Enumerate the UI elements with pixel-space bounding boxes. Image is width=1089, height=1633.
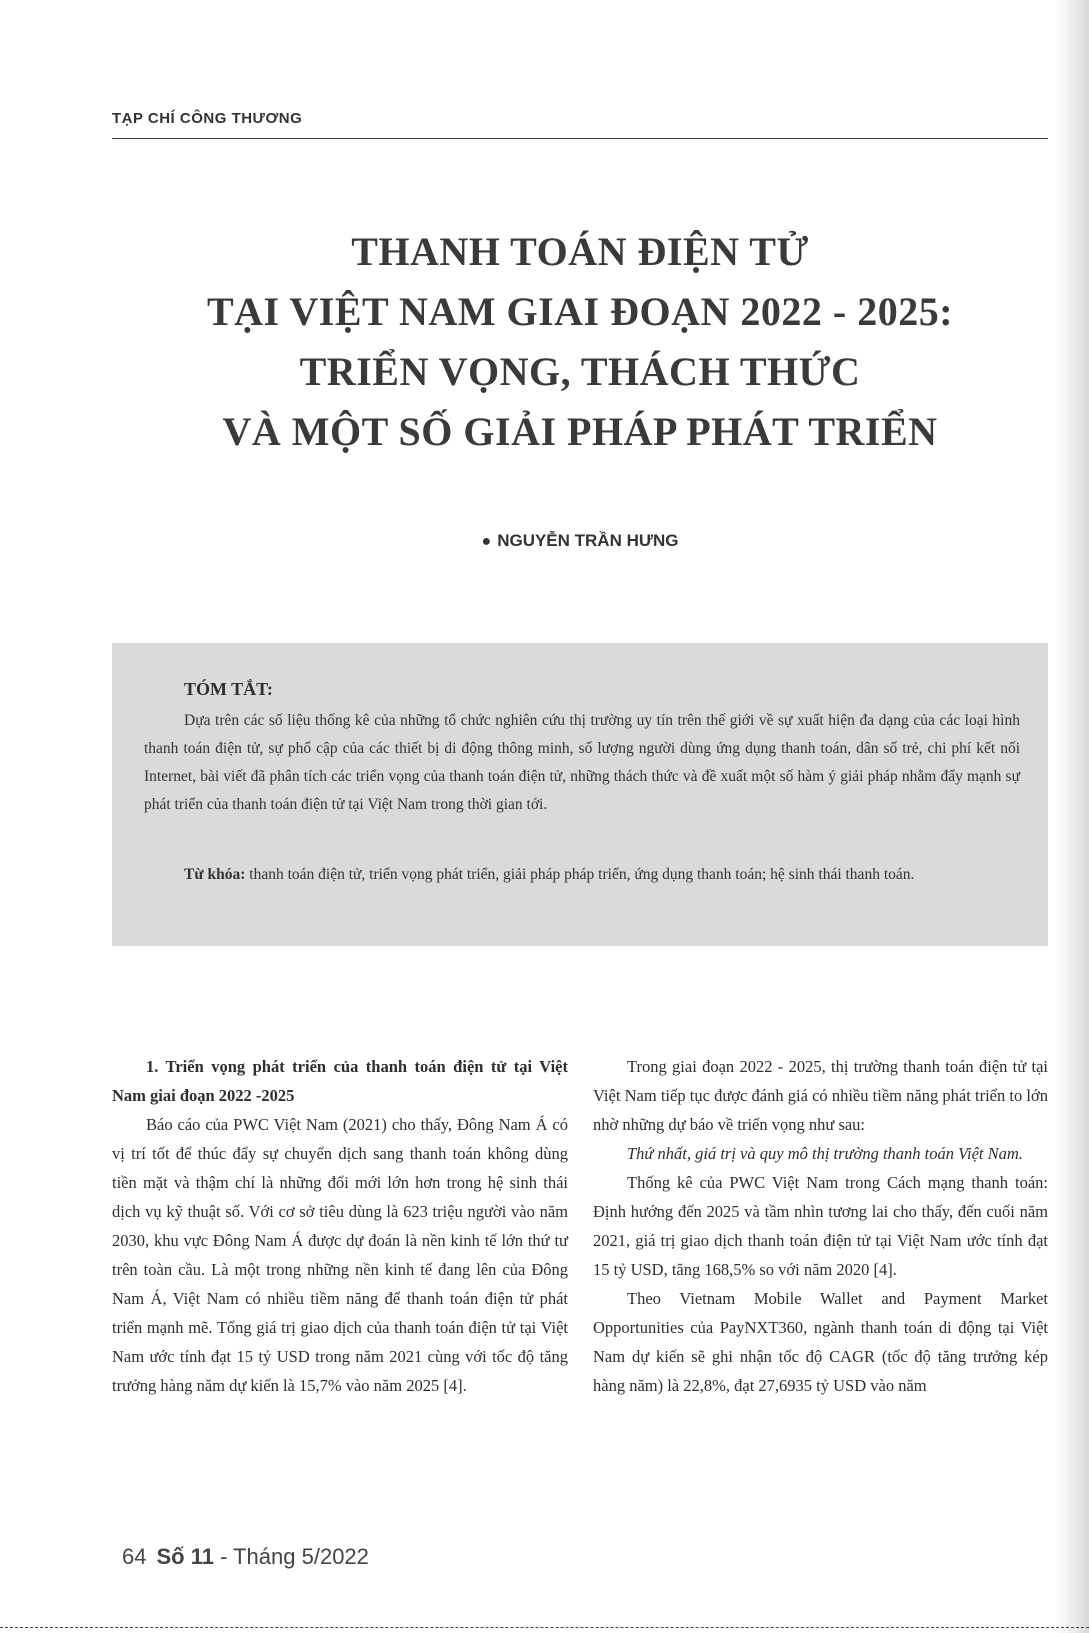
body-paragraph: Theo Vietnam Mobile Wallet and Payment Market Opportunities của PayNXT360, ngành thanh toán di động tại Việt Nam dự kiến sẽ ghi nhận tốc độ CAGR (tốc độ tăng trưởng kép hàng năm) là 22,8%, đạt 27,6935 tỷ USD vào năm [593,1289,1048,1395]
body-paragraph: Thống kê của PWC Việt Nam trong Cách mạng thanh toán: Định hướng đến 2025 và tầm nhìn tương lai cho thấy, đến cuối năm 2021, giá trị giao dịch thanh toán điện tử tại Việt Nam ước tính đạt 15 tỷ USD, tăng 168,5% so với năm 2020 [4]. [593,1173,1048,1279]
keywords-text: thanh toán điện tử, triển vọng phát triển, giải pháp pháp triển, ứng dụng thanh toán; hệ sinh thái thanh toán. [249,866,915,883]
right-column [593,1052,1048,1400]
title-line: TRIỂN VỌNG, THÁCH THỨC [299,349,861,394]
article-title [112,222,1048,462]
title-line: THANH TOÁN ĐIỆN TỬ [351,229,809,274]
section-heading: 1. Triển vọng phát triển của thanh toán điện tử tại Việt Nam giai đoạn 2022 -2025 [112,1057,568,1105]
page-edge-shadow [1055,0,1089,1633]
left-column [112,1052,568,1400]
page-number: 64 [122,1544,147,1569]
bottom-cut-line [0,1627,1089,1628]
author-name: NGUYỄN TRẦN HƯNG [497,531,679,550]
keywords [144,861,1020,889]
abstract-box [112,643,1048,946]
body-paragraph: Trong giai đoạn 2022 - 2025, thị trường thanh toán điện tử tại Việt Nam tiếp tục được đánh giá có nhiều tiềm năng phát triển to lớn nhờ những dự báo về triển vọng như sau: [593,1057,1048,1134]
title-line: VÀ MỘT SỐ GIẢI PHÁP PHÁT TRIỂN [222,409,938,454]
author-byline [112,531,1048,551]
issue-label: Số 11 [156,1544,214,1569]
abstract-heading: TÓM TẮT: [184,679,273,699]
abstract-body: Dựa trên các số liệu thống kê của những tổ chức nghiên cứu thị trường uy tín trên thế giới về sự xuất hiện đa dạng của các loại hình thanh toán điện tử, sự phổ cập của các thiết bị di động thông minh, số lượng người dùng ứng dụng thanh toán, dân số trẻ, chi phí kết nối Internet, bài viết đã phân tích các triển vọng của thanh toán điện tử, những thách thức và đề xuất một số hàm ý giải pháp nhằm đẩy mạnh sự phát triển của thanh toán điện tử tại Việt Nam trong thời gian tới. [144,712,1020,813]
subheading: Thứ nhất, giá trị và quy mô thị trường thanh toán Việt Nam. [627,1144,1023,1163]
bullet-icon: ● [481,533,492,550]
body-paragraph: Báo cáo của PWC Việt Nam (2021) cho thấy, Đông Nam Á có vị trí tốt để thúc đẩy sự chuyển dịch sang thanh toán không dùng tiền mặt và thậm chí là những đổi mới lớn hơn trong hệ sinh thái dịch vụ kỹ thuật số. Với cơ sở tiêu dùng là 623 triệu người vào năm 2030, khu vực Đông Nam Á được dự đoán là nền kinh tế lớn thứ tư trên toàn cầu. Là một trong những nền kinh tế đang lên của Đông Nam Á, Việt Nam có nhiều tiềm năng để thanh toán điện tử phát triển mạnh mẽ. Tổng giá trị giao dịch của thanh toán điện tử tại Việt Nam ước tính đạt 15 tỷ USD trong năm 2021 cùng với tốc độ tăng trưởng hàng năm dự kiến là 15,7% vào năm 2025 [4]. [112,1115,568,1395]
title-line: TẠI VIỆT NAM GIAI ĐOẠN 2022 - 2025: [206,289,954,334]
keywords-label: Từ khóa: [184,866,246,883]
page-footer [122,1544,369,1570]
header-rule [112,138,1048,139]
issue-date: - Tháng 5/2022 [213,1544,369,1569]
journal-name: TẠP CHÍ CÔNG THƯƠNG [112,110,303,127]
